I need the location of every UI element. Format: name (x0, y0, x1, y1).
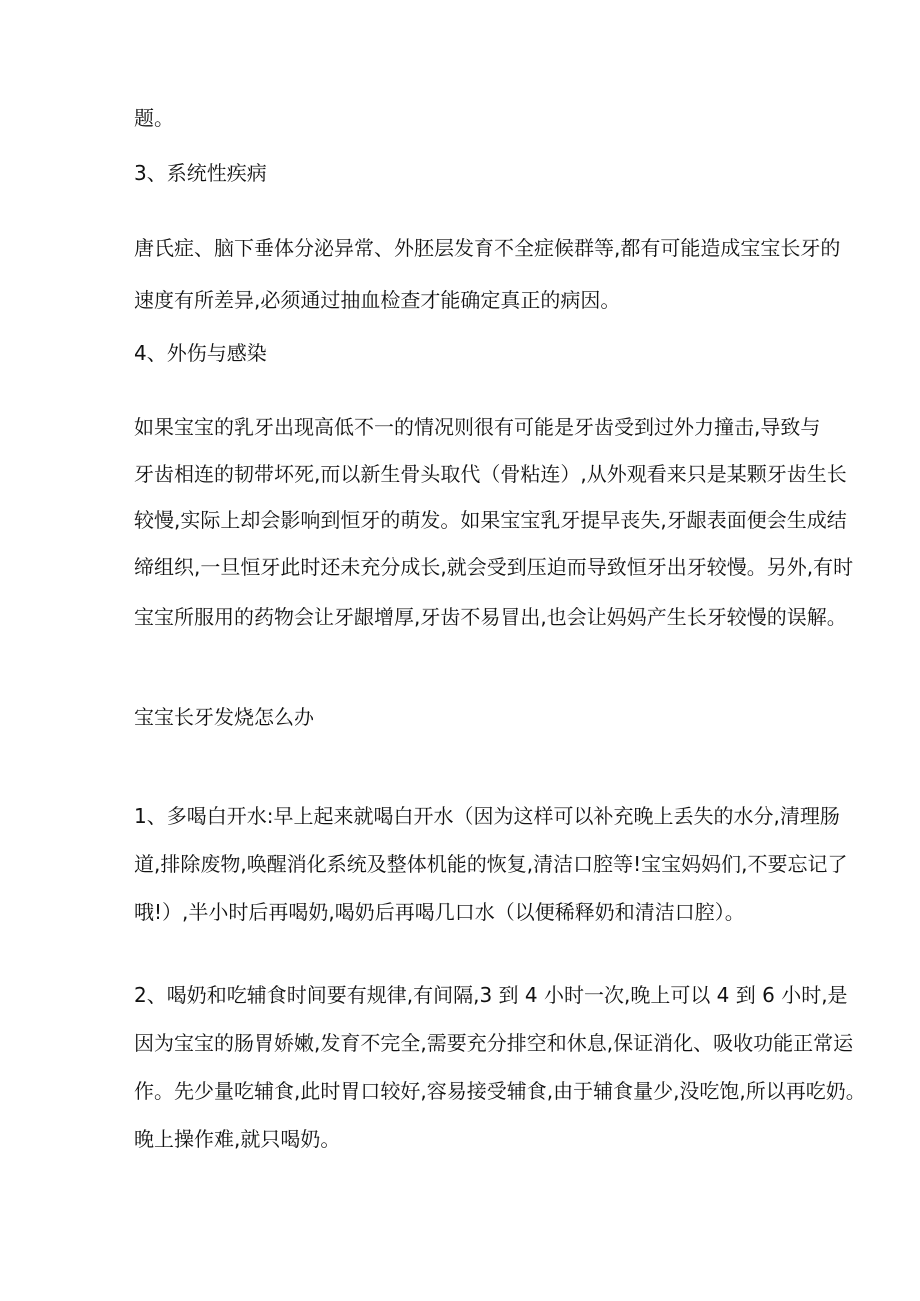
section-heading: 宝宝长牙发烧怎么办 (134, 705, 314, 729)
text-line: 如果宝宝的乳牙出现高低不一的情况则很有可能是牙齿受到过外力撞击,导致与 (134, 415, 821, 439)
text-line: 道,排除废物,唤醒消化系统及整体机能的恢复,清洁口腔等!宝宝妈妈们,不要忘记了 (134, 852, 848, 876)
text-line: 宝宝所服用的药物会让牙龈增厚,牙齿不易冒出,也会让妈妈产生长牙较慢的误解。 (134, 605, 847, 629)
section-heading: 4、外伤与感染 (134, 341, 267, 365)
text-line: 牙齿相连的韧带坏死,而以新生骨头取代（骨粘连）,从外观看来只是某颗牙齿生长 (134, 462, 847, 486)
text-line: 晚上操作难,就只喝奶。 (134, 1127, 341, 1151)
text-line: 因为宝宝的肠胃娇嫩,发育不完全,需要充分排空和休息,保证消化、吸收功能正常运 (134, 1031, 854, 1055)
text-line: 唐氏症、脑下垂体分泌异常、外胚层发育不全症候群等,都有可能造成宝宝长牙的 (134, 236, 841, 260)
text-line: 2、喝奶和吃辅食时间要有规律,有间隔,3 到 4 小时一次,晚上可以 4 到 6 小时,是 (134, 983, 848, 1007)
text-line: 哦!）,半小时后再喝奶,喝奶后再喝几口水（以便稀释奶和清洁口腔）。 (134, 900, 745, 924)
text-line: 题。 (134, 106, 174, 130)
text-line: 较慢,实际上却会影响到恒牙的萌发。如果宝宝乳牙提早丧失,牙龈表面便会生成结 (134, 508, 847, 532)
text-line: 速度有所差异,必须通过抽血检查才能确定真正的病因。 (134, 288, 621, 312)
text-line: 1、多喝白开水:早上起来就喝白开水（因为这样可以补充晚上丢失的水分,清理肠 (134, 804, 840, 828)
section-heading: 3、系统性疾病 (134, 161, 267, 185)
text-line: 作。先少量吃辅食,此时胃口较好,容易接受辅食,由于辅食量少,没吃饱,所以再吃奶。 (134, 1079, 866, 1103)
text-line: 缔组织,一旦恒牙此时还未充分成长,就会受到压迫而导致恒牙出牙较慢。另外,有时 (134, 555, 854, 579)
